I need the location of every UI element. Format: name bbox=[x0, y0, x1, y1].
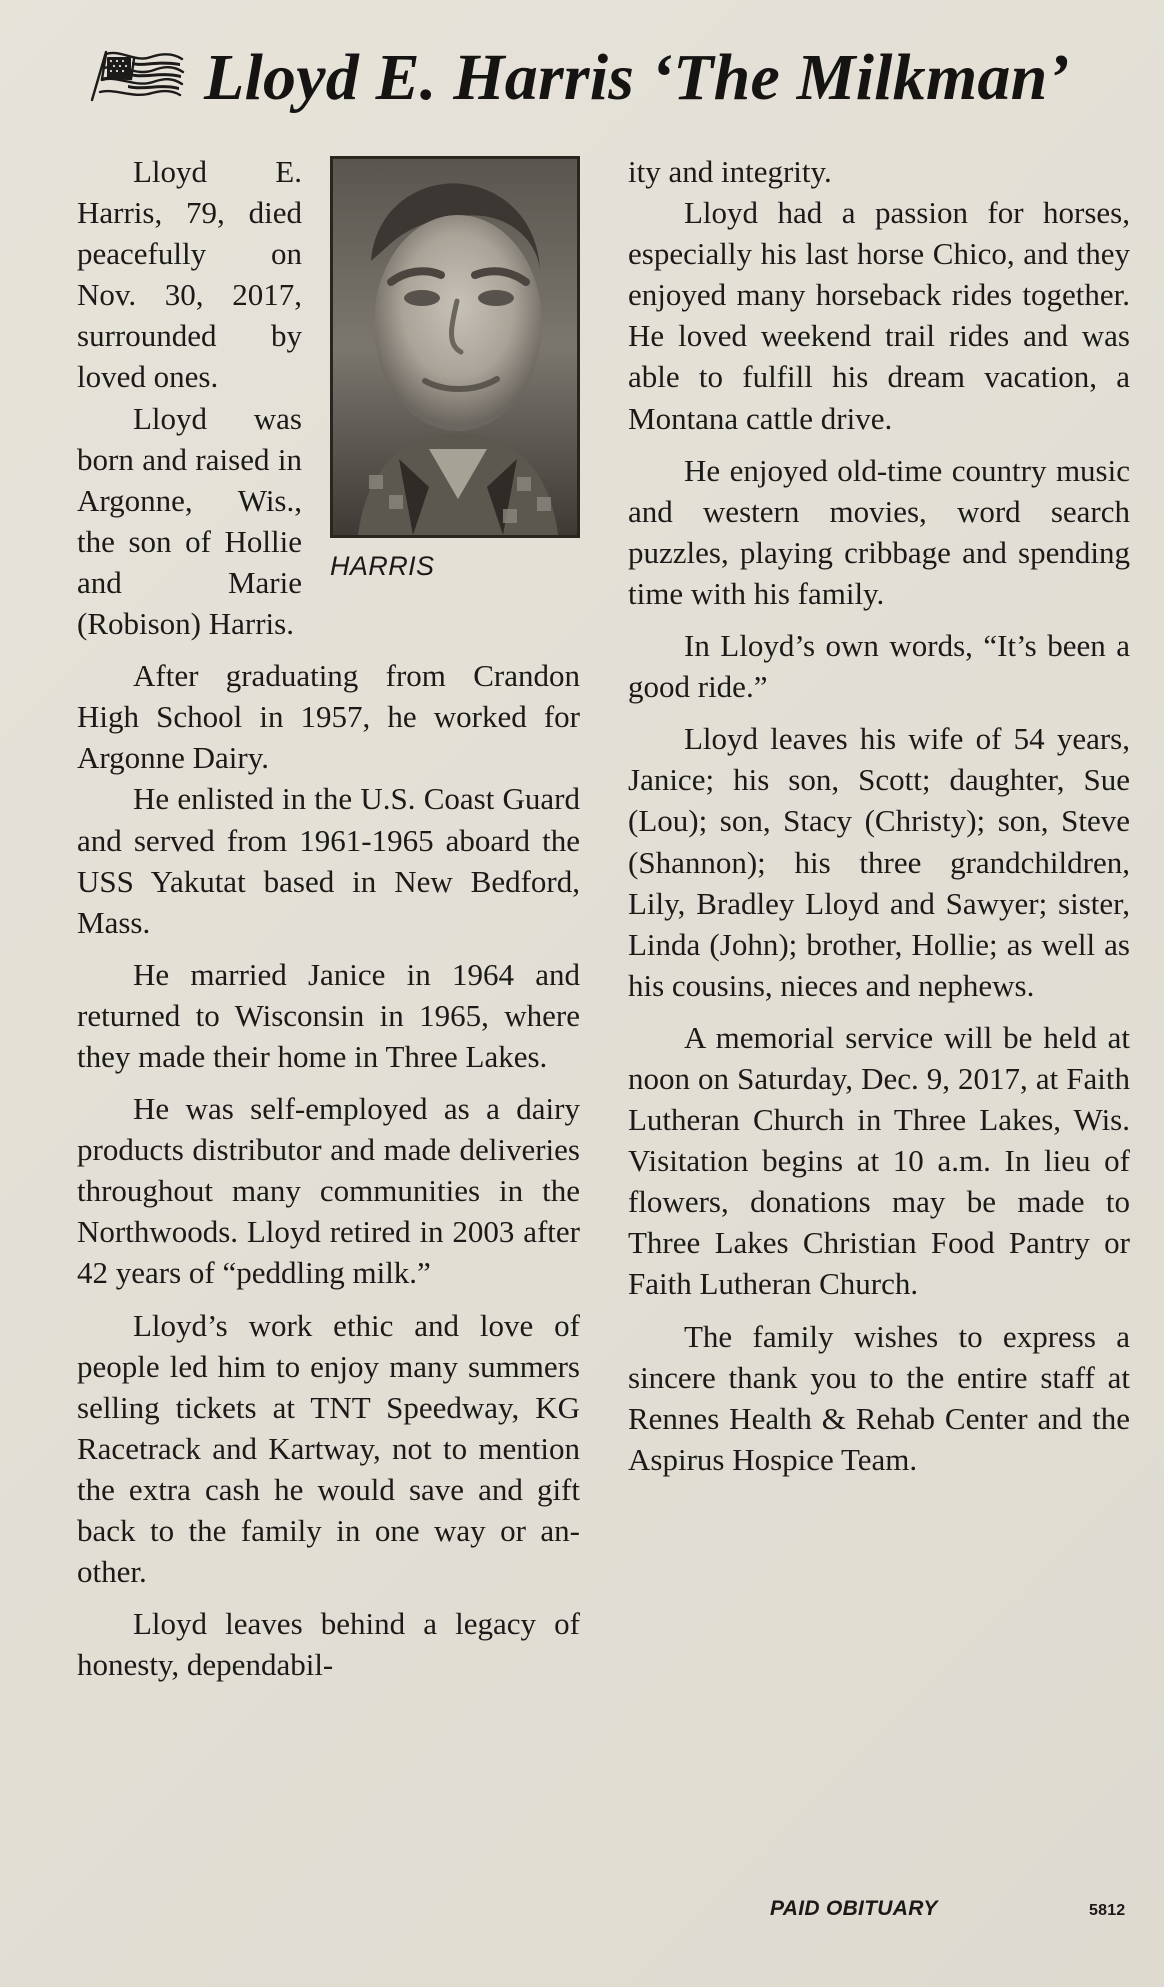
obituary-paragraph: Lloyd E. Harris, 79, died peacefully on Nov. 30, 2017, surrounded by loved ones. bbox=[77, 154, 302, 395]
portrait-figure bbox=[330, 151, 580, 582]
obituary-header bbox=[84, 42, 1134, 114]
paragraph-spacing bbox=[628, 1006, 1130, 1017]
obituary-paragraph: Lloyd had a passion for horses, especially his last horse Chico, and they enjoyed many horseback rides together. He loved weekend trail rides and was able to fulfill his dream vacation, a Montana cattle drive. bbox=[628, 195, 1130, 436]
paragraph-spacing bbox=[628, 707, 1130, 718]
obituary-title: Lloyd E. Harris ‘The Milkman’ bbox=[204, 41, 1070, 114]
photo-caption: HARRIS bbox=[330, 551, 435, 581]
obituary-paragraph: Lloyd leaves his wife of 54 years, Janice; his son, Scott; daughter, Sue (Lou); son, Stacy (Christy); son, Steve (Shannon); his three grandchildren, Lily, Bradley Lloyd and Sawyer; sister, Linda (John); brother, Hollie; as well as his cousins, nieces and nephews. bbox=[628, 721, 1130, 1003]
obituary-paragraph: ity and integrity. bbox=[628, 154, 832, 189]
paragraph-spacing bbox=[77, 943, 580, 954]
us-flag-icon bbox=[84, 46, 189, 108]
obituary-paragraph: He enjoyed old-time country music and western movies, word search puzzles, playing cribbage and spending time with his family. bbox=[628, 452, 1130, 611]
obituary-paragraph: He enlisted in the U.S. Coast Guard and served from 1961-1965 aboard the USS Yakutat based in New Bedford, Mass. bbox=[77, 781, 580, 940]
obituary-paragraph: He married Janice in 1964 and returned to Wisconsin in 1965, where they made their home in Three Lakes. bbox=[77, 956, 580, 1074]
right-column bbox=[628, 151, 1130, 1480]
left-column bbox=[77, 151, 580, 1685]
obituary-paragraph: A memorial service will be held at noon on Saturday, Dec. 9, 2017, at Faith Lutheran Church in Three Lakes, Wis. Visitation begins at 10 a.m. In lieu of flowers, donations may be made to Three Lakes Christian Food Pantry or Faith Lutheran Church. bbox=[628, 1019, 1130, 1302]
paragraph-spacing bbox=[77, 1294, 580, 1305]
obituary-paragraph: In Lloyd’s own words, “It’s been a good ride.” bbox=[628, 628, 1130, 705]
portrait-photo bbox=[330, 156, 580, 538]
paragraph-spacing bbox=[628, 1305, 1130, 1316]
paid-obituary-label: PAID OBITUARY bbox=[770, 1897, 938, 1920]
obituary-paragraph: Lloyd’s work ethic and love of people led him to enjoy many summers selling tickets at TNT Speedway, KG Racetrack and Kartway, not to mention the extra cash he would save and gift back to the family in one way or another. bbox=[77, 1307, 580, 1590]
paragraph-spacing bbox=[628, 439, 1130, 450]
paragraph-spacing bbox=[77, 1592, 580, 1603]
ad-code: 5812 bbox=[1089, 1902, 1126, 1919]
obituary-paragraph: After graduating from Crandon High School in 1957, he worked for Argonne Dairy. bbox=[77, 658, 580, 776]
paragraph-spacing bbox=[77, 1077, 580, 1088]
obituary-paragraph: Lloyd leaves behind a legacy of honesty, dependabil- bbox=[77, 1606, 580, 1683]
obituary-paragraph: Lloyd was born and raised in Argonne, Wis., the son of Hollie and Marie (Robison) Harris. bbox=[77, 400, 302, 642]
obituary-paragraph: The family wishes to express a sincere thank you to the entire staff at Rennes Health & Rehab Center and the Aspirus Hospice Team. bbox=[628, 1318, 1130, 1477]
obituary-paragraph: He was self-employed as a dairy products distributor and made deliveries throughout many communities in the Northwoods. Lloyd retired in 2003 after 42 years of “peddling milk.” bbox=[77, 1091, 580, 1291]
paragraph-spacing bbox=[77, 644, 580, 655]
paragraph-spacing bbox=[628, 614, 1130, 625]
